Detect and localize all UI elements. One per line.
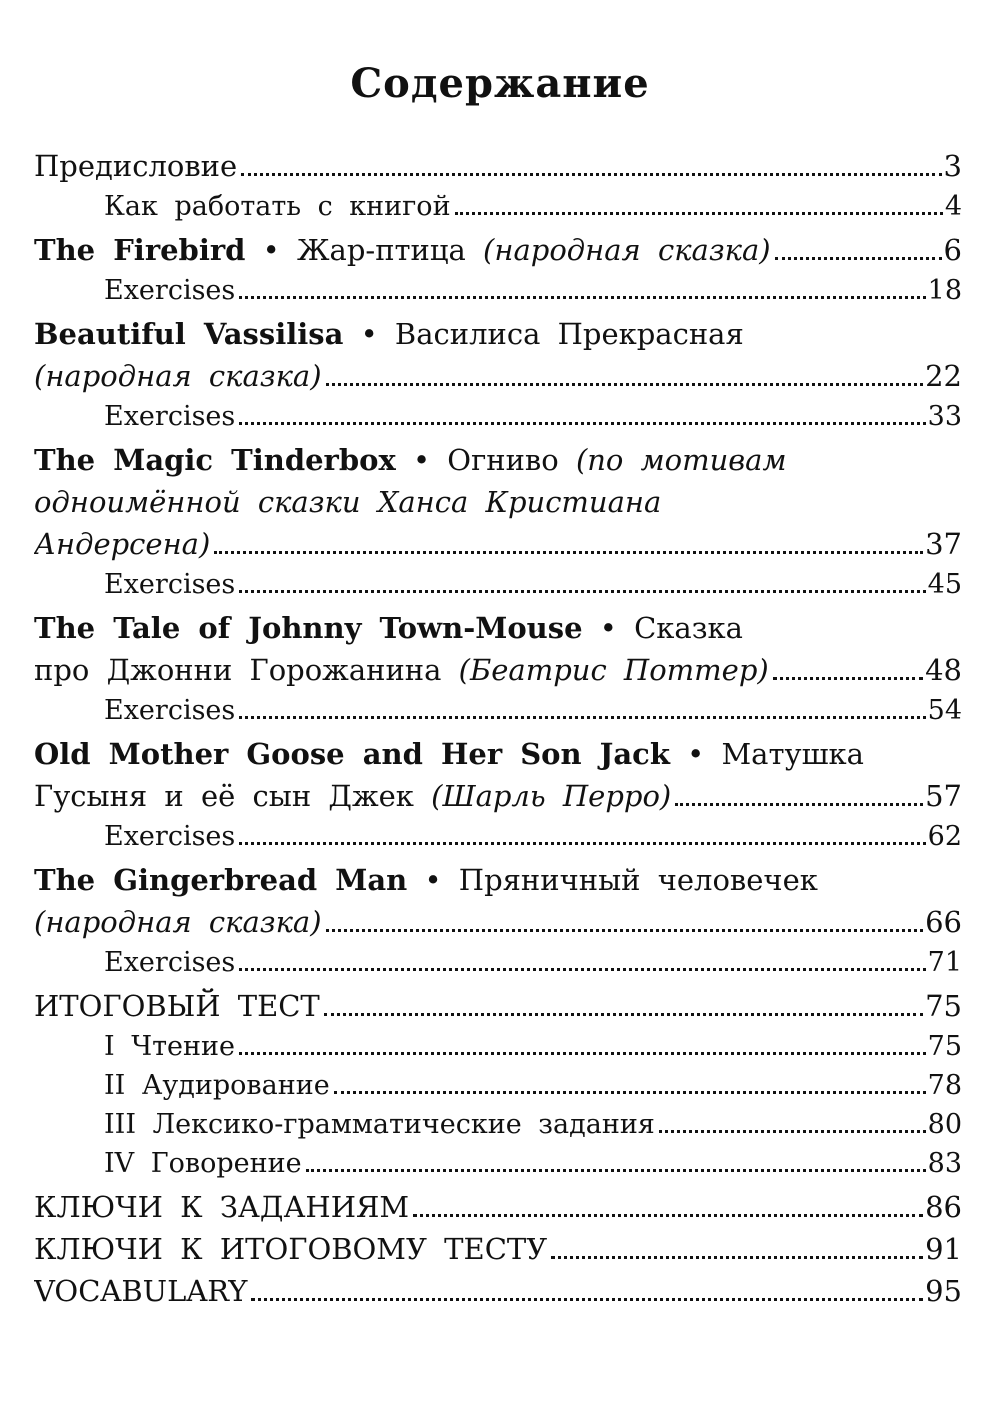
bullet: • — [687, 737, 705, 771]
toc-entry-label: ИТОГОВЫЙ ТЕСТ — [34, 989, 320, 1023]
toc-entry-label: Exercises — [104, 569, 236, 600]
toc-entry-label: Exercises — [104, 695, 236, 726]
toc-entry-note: (Беатрис Поттер) — [458, 653, 769, 687]
toc-page-number: 83 — [927, 1148, 962, 1179]
toc-entry-label: Как работать с книгой — [104, 191, 451, 222]
toc-entry-english-title: The Gingerbread Man — [34, 863, 408, 897]
toc-entry-note: (по мотивам — [575, 443, 787, 477]
toc-entry-note: (Шарль Перро) — [431, 779, 672, 813]
toc-entry-speaking[interactable] — [34, 1144, 962, 1183]
bullet: • — [599, 611, 617, 645]
toc-entry-russian-title: Гусыня и её сын Джек — [34, 779, 414, 813]
toc-entry-vassilisa-title[interactable] — [34, 313, 962, 355]
toc-page-number: 86 — [925, 1190, 962, 1224]
toc-entry-english-title: The Firebird — [34, 233, 246, 267]
toc-page-number: 37 — [925, 527, 962, 561]
toc-entry-gingerbread-title[interactable] — [34, 859, 962, 901]
toc-entry-english-title: Beautiful Vassilisa — [34, 317, 344, 351]
toc-entry-english-title: The Magic Tinderbox — [34, 443, 396, 477]
toc-entry-label: II Аудирование — [104, 1070, 330, 1101]
toc-entry-label: Предисловие — [34, 149, 238, 183]
toc-entry-note: (народная сказка) — [483, 233, 771, 267]
toc-entry-label: IV Говорение — [104, 1148, 302, 1179]
toc-entry-exercises[interactable] — [34, 271, 962, 310]
toc-entry-vocabulary[interactable] — [34, 1270, 962, 1312]
toc-page-number: 54 — [927, 695, 962, 726]
toc-page-number: 33 — [927, 401, 962, 432]
toc-page-number: 78 — [927, 1070, 962, 1101]
toc-entry-exercises[interactable] — [34, 691, 962, 730]
toc-entry-russian-title: Пряничный человечек — [458, 863, 818, 897]
toc-entry-note: (народная сказка) — [34, 359, 322, 393]
toc-page-number: 80 — [927, 1109, 962, 1140]
toc-entry-label: Exercises — [104, 821, 236, 852]
toc-page-number: 57 — [925, 779, 962, 813]
bullet: • — [412, 443, 431, 477]
toc-page-number: 62 — [927, 821, 962, 852]
toc-page-number: 3 — [943, 149, 962, 183]
toc-entry-mother-goose-title[interactable] — [34, 733, 962, 775]
toc-page-number: 6 — [943, 233, 962, 267]
toc-entry-label: Exercises — [104, 275, 236, 306]
toc-entry-listening[interactable] — [34, 1066, 962, 1105]
toc-entry-exercises[interactable] — [34, 943, 962, 982]
toc-entry-test-keys[interactable] — [34, 1228, 962, 1270]
toc-entry-tinderbox[interactable] — [34, 523, 962, 565]
toc-entry-preface[interactable] — [34, 145, 962, 187]
toc-page-number: 95 — [925, 1274, 962, 1308]
toc-entry-russian-title: Сказка — [634, 611, 743, 645]
toc-page-number: 45 — [927, 569, 962, 600]
toc-entry-grammar[interactable] — [34, 1105, 962, 1144]
toc-entry-note: одноимённой сказки Ханса Кристиана — [34, 485, 662, 519]
toc-page-number: 91 — [925, 1232, 962, 1266]
toc-entry-vassilisa[interactable] — [34, 355, 962, 397]
page-title: Содержание — [350, 60, 650, 107]
bullet: • — [360, 317, 378, 351]
toc-entry-russian-title: Жар-птица — [296, 233, 466, 267]
toc-entry-label: Exercises — [104, 947, 236, 978]
toc-entry-label: Exercises — [104, 401, 236, 432]
toc-entry-mother-goose[interactable] — [34, 775, 962, 817]
toc-entry-tinderbox-title[interactable] — [34, 439, 962, 481]
toc-entry-final-test[interactable] — [34, 985, 962, 1027]
toc-entry-label: I Чтение — [104, 1031, 236, 1062]
toc-page-number: 48 — [925, 653, 962, 687]
toc-entry-exercises[interactable] — [34, 397, 962, 436]
toc-page-number: 18 — [927, 275, 962, 306]
toc-page-number: 22 — [925, 359, 962, 393]
toc-entry-reading[interactable] — [34, 1027, 962, 1066]
toc-page-number: 4 — [944, 191, 962, 222]
toc-entry-exercises[interactable] — [34, 565, 962, 604]
toc-entry-russian-title: Матушка — [721, 737, 864, 771]
toc-entry-how-to-use[interactable] — [34, 187, 962, 226]
toc-entry-town-mouse-title[interactable] — [34, 607, 962, 649]
toc-entry-note: (народная сказка) — [34, 905, 322, 939]
toc-entry-english-title: The Tale of Johnny Town-Mouse — [34, 611, 583, 645]
toc-entry-exercises[interactable] — [34, 817, 962, 856]
toc-entry-firebird[interactable] — [34, 229, 962, 271]
toc-entry-label: КЛЮЧИ К ИТОГОВОМУ ТЕСТУ — [34, 1232, 548, 1266]
table-of-contents — [34, 145, 962, 1312]
bullet: • — [262, 233, 280, 267]
toc-entry-russian-title: про Джонни Горожанина — [34, 653, 442, 687]
toc-entry-russian-title: Василиса Прекрасная — [394, 317, 744, 351]
toc-entry-russian-title: Огниво — [447, 443, 559, 477]
toc-page-number: 75 — [925, 989, 962, 1023]
toc-page-number: 66 — [925, 905, 962, 939]
toc-entry-english-title: Old Mother Goose and Her Son Jack — [34, 737, 670, 771]
toc-entry-label: III Лексико-грамматические задания — [104, 1109, 655, 1140]
toc-entry-tinderbox-note — [34, 481, 962, 523]
toc-entry-town-mouse[interactable] — [34, 649, 962, 691]
toc-entry-gingerbread[interactable] — [34, 901, 962, 943]
toc-page-number: 71 — [927, 947, 962, 978]
toc-entry-label: КЛЮЧИ К ЗАДАНИЯМ — [34, 1190, 410, 1224]
toc-entry-label: VOCABULARY — [34, 1274, 248, 1308]
toc-page-number: 75 — [927, 1031, 962, 1062]
bullet: • — [424, 863, 442, 897]
toc-entry-note: Андерсена) — [34, 527, 211, 561]
toc-entry-answer-keys[interactable] — [34, 1186, 962, 1228]
